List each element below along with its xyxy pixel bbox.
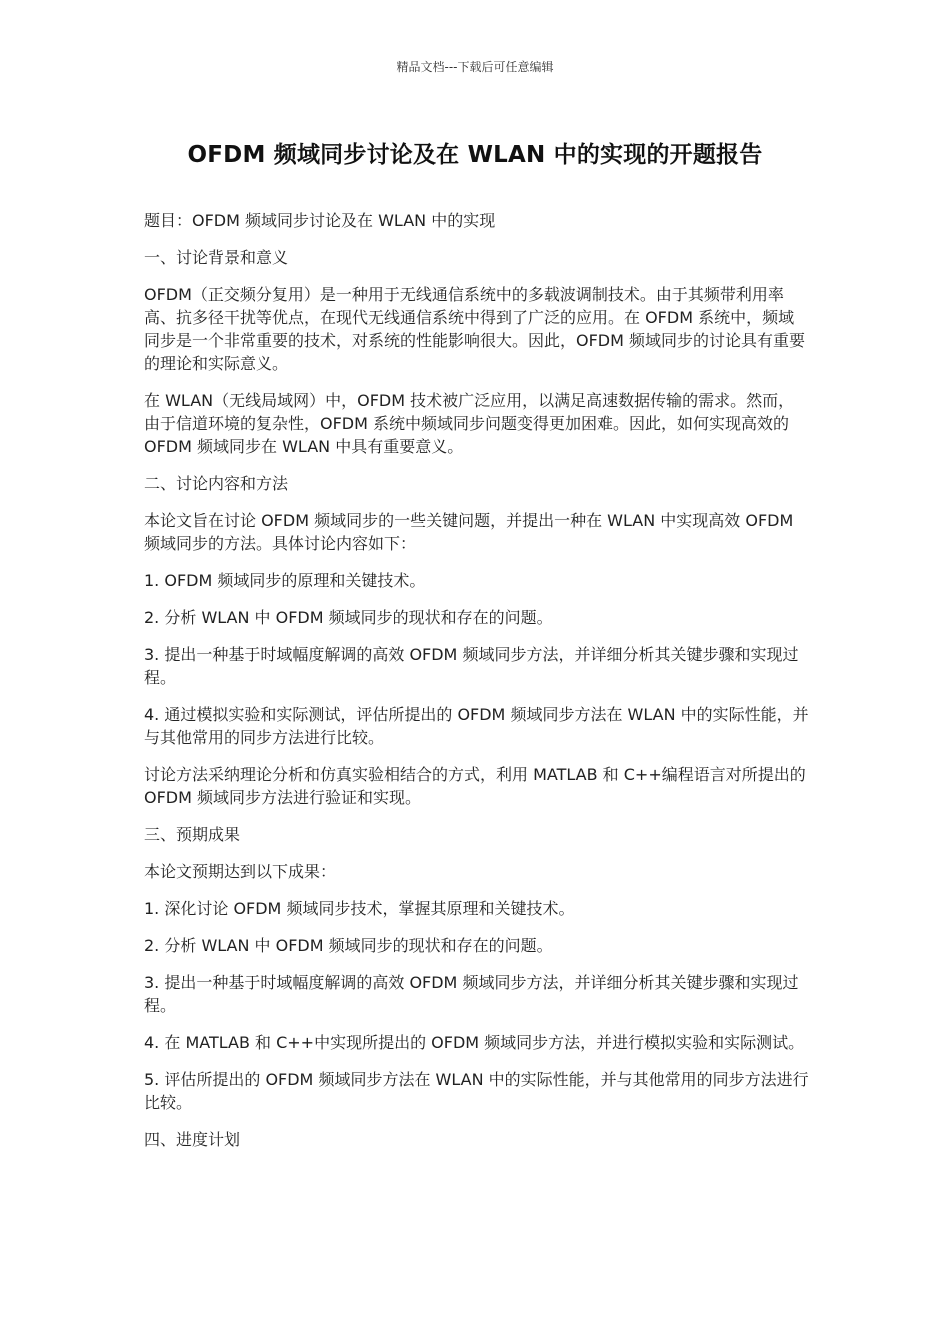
paragraph-subject: 题目：OFDM 频域同步讨论及在 WLAN 中的实现	[144, 211, 496, 230]
paragraph: 讨论方法采纳理论分析和仿真实验相结合的方式，利用 MATLAB 和 C++编程语言对所提出的 OFDM 频域同步方法进行验证和实现。	[144, 765, 806, 807]
list-item: 1. OFDM 频域同步的原理和关键技术。	[144, 571, 426, 590]
section-heading: 二、讨论内容和方法	[144, 474, 289, 493]
list-item: 3. 提出一种基于时域幅度解调的高效 OFDM 频域同步方法，并详细分析其关键步骤和实现过程。	[144, 645, 799, 687]
list-item: 3. 提出一种基于时域幅度解调的高效 OFDM 频域同步方法，并详细分析其关键步骤和实现过程。	[144, 973, 799, 1015]
paragraph: 在 WLAN（无线局域网）中，OFDM 技术被广泛应用，以满足高速数据传输的需求。然而，由于信道环境的复杂性，OFDM 系统中频域同步问题变得更加困难。因此，如何实现高效的 OFDM 频域同步在 WLAN 中具有重要意义。	[144, 391, 795, 456]
paragraph: OFDM（正交频分复用）是一种用于无线通信系统中的多载波调制技术。由于其频带利用率高、抗多径干扰等优点，在现代无线通信系统中得到了广泛的应用。在 OFDM 系统中，频域同步是一个非常重要的技术，对系统的性能影响很大。因此，OFDM 频域同步的讨论具有重要的理论和实际意义。	[144, 285, 806, 373]
document-title: OFDM 频域同步讨论及在 WLAN 中的实现的开题报告	[187, 142, 763, 168]
paragraph: 本论文预期达到以下成果：	[144, 862, 337, 881]
section-heading: 三、预期成果	[144, 825, 241, 844]
list-item: 2. 分析 WLAN 中 OFDM 频域同步的现状和存在的问题。	[144, 936, 553, 955]
list-item: 4. 通过模拟实验和实际测试，评估所提出的 OFDM 频域同步方法在 WLAN 中的实际性能，并与其他常用的同步方法进行比较。	[144, 705, 809, 747]
list-item: 2. 分析 WLAN 中 OFDM 频域同步的现状和存在的问题。	[144, 608, 553, 627]
list-item: 1. 深化讨论 OFDM 频域同步技术，掌握其原理和关键技术。	[144, 899, 575, 918]
list-item: 4. 在 MATLAB 和 C++中实现所提出的 OFDM 频域同步方法，并进行模拟实验和实际测试。	[144, 1033, 805, 1052]
section-heading: 四、进度计划	[144, 1130, 241, 1149]
list-item: 5. 评估所提出的 OFDM 频域同步方法在 WLAN 中的实际性能，并与其他常用的同步方法进行比较。	[144, 1070, 809, 1112]
document-body	[144, 209, 810, 1165]
paragraph: 本论文旨在讨论 OFDM 频域同步的一些关键问题，并提出一种在 WLAN 中实现高效 OFDM 频域同步的方法。具体讨论内容如下：	[144, 511, 794, 553]
page-header: 精品文档---下载后可任意编辑	[396, 60, 554, 74]
section-heading: 一、讨论背景和意义	[144, 248, 289, 267]
